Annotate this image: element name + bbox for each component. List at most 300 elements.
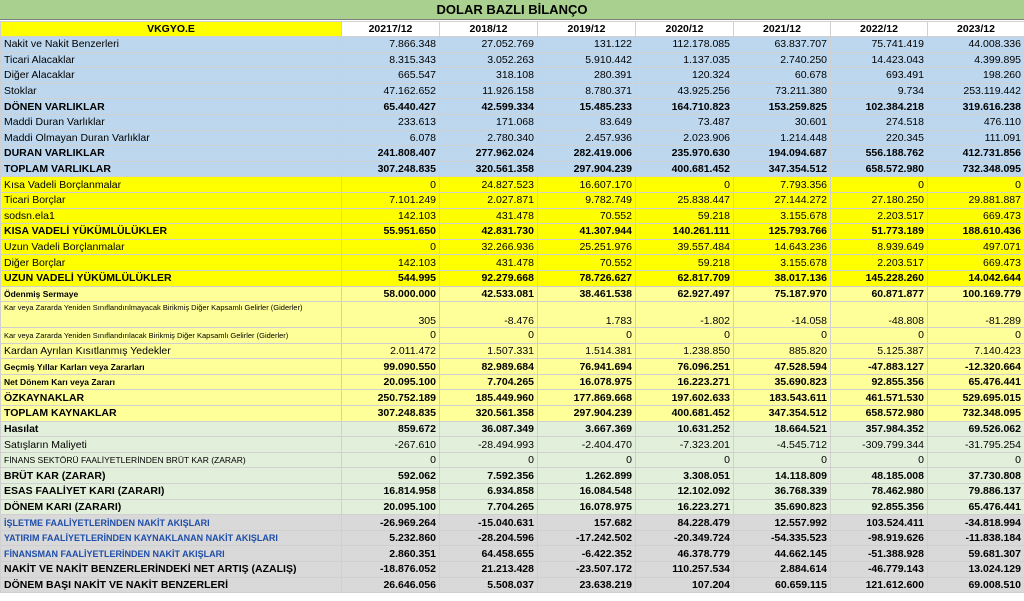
value-cell[interactable]: 274.518 <box>831 114 928 130</box>
value-cell[interactable]: 102.384.218 <box>831 99 928 115</box>
value-cell[interactable]: 65.440.427 <box>342 99 440 115</box>
value-cell[interactable]: 658.572.980 <box>831 406 928 422</box>
value-cell[interactable]: 35.690.823 <box>734 499 831 515</box>
value-cell[interactable]: 320.561.358 <box>440 161 538 177</box>
row-label[interactable]: NAKİT VE NAKİT BENZERLERİNDEKİ NET ARTIŞ (AZALIŞ) <box>1 562 342 578</box>
value-cell[interactable]: 76.941.694 <box>538 359 636 375</box>
row-label[interactable]: Net Dönem Karı veya Zararı <box>1 374 342 390</box>
value-cell[interactable]: -46.779.143 <box>831 562 928 578</box>
value-cell[interactable]: 2.860.351 <box>342 546 440 562</box>
value-cell[interactable]: -2.404.470 <box>538 437 636 453</box>
value-cell[interactable]: 35.690.823 <box>734 374 831 390</box>
value-cell[interactable]: -17.242.502 <box>538 530 636 546</box>
value-cell[interactable]: 27.144.272 <box>734 192 831 208</box>
value-cell[interactable]: 319.616.238 <box>928 99 1024 115</box>
value-cell[interactable]: 859.672 <box>342 421 440 437</box>
value-cell[interactable]: 25.838.447 <box>636 192 734 208</box>
value-cell[interactable]: 16.084.548 <box>538 484 636 500</box>
table-row <box>1 114 1024 130</box>
value-cell[interactable]: 65.476.441 <box>928 499 1024 515</box>
row-label[interactable]: FİNANSMAN FAALİYETLERİNDEN NAKİT AKIŞLARI <box>1 546 342 562</box>
value-cell[interactable]: 7.592.356 <box>440 468 538 484</box>
value-cell[interactable]: 51.773.189 <box>831 224 928 240</box>
value-cell[interactable]: 0 <box>734 452 831 468</box>
value-cell[interactable]: -28.204.596 <box>440 530 538 546</box>
value-cell[interactable]: 4.399.895 <box>928 52 1024 68</box>
row-label[interactable]: ESAS FAALİYET KARI (ZARARI) <box>1 484 342 500</box>
value-cell[interactable]: 5.508.037 <box>440 577 538 593</box>
value-cell[interactable]: -7.323.201 <box>636 437 734 453</box>
value-cell[interactable]: 2.203.517 <box>831 208 928 224</box>
value-cell[interactable]: 26.646.056 <box>342 577 440 593</box>
value-cell[interactable]: 69.008.510 <box>928 577 1024 593</box>
row-label[interactable]: KISA VADELİ YÜKÜMLÜLÜKLER <box>1 224 342 240</box>
value-cell[interactable]: 20.095.100 <box>342 499 440 515</box>
value-cell[interactable]: -98.919.626 <box>831 530 928 546</box>
value-cell[interactable]: 38.461.538 <box>538 286 636 302</box>
value-cell[interactable]: 9.782.749 <box>538 192 636 208</box>
value-cell[interactable]: 47.528.594 <box>734 359 831 375</box>
value-cell[interactable]: 78.726.627 <box>538 270 636 286</box>
value-cell[interactable]: 145.228.260 <box>831 270 928 286</box>
value-cell[interactable]: 120.324 <box>636 68 734 84</box>
value-cell[interactable]: 885.820 <box>734 343 831 359</box>
value-cell[interactable]: -47.883.127 <box>831 359 928 375</box>
value-cell[interactable]: 3.308.051 <box>636 468 734 484</box>
header-row <box>1 22 1024 37</box>
value-cell[interactable]: 38.017.136 <box>734 270 831 286</box>
value-cell[interactable]: -18.876.052 <box>342 562 440 578</box>
value-cell[interactable]: -51.388.928 <box>831 546 928 562</box>
value-cell[interactable]: -81.289 <box>928 302 1024 328</box>
value-cell[interactable]: 0 <box>831 328 928 344</box>
value-cell[interactable]: 183.543.611 <box>734 390 831 406</box>
value-cell[interactable]: 592.062 <box>342 468 440 484</box>
value-cell[interactable]: 2.780.340 <box>440 130 538 146</box>
value-cell[interactable]: 8.939.649 <box>831 239 928 255</box>
value-cell[interactable]: -11.838.184 <box>928 530 1024 546</box>
value-cell[interactable]: 282.419.006 <box>538 146 636 162</box>
value-cell[interactable]: 59.681.307 <box>928 546 1024 562</box>
table-row <box>1 224 1024 240</box>
value-cell[interactable]: 476.110 <box>928 114 1024 130</box>
value-cell[interactable]: 164.710.823 <box>636 99 734 115</box>
value-cell[interactable]: -31.795.254 <box>928 437 1024 453</box>
value-cell[interactable]: 1.137.035 <box>636 52 734 68</box>
value-cell[interactable]: 30.601 <box>734 114 831 130</box>
value-cell[interactable]: 99.090.550 <box>342 359 440 375</box>
row-label[interactable]: Diğer Alacaklar <box>1 68 342 84</box>
value-cell[interactable]: 23.638.219 <box>538 577 636 593</box>
value-cell[interactable]: 732.348.095 <box>928 161 1024 177</box>
value-cell[interactable]: -28.494.993 <box>440 437 538 453</box>
value-cell[interactable]: 0 <box>440 452 538 468</box>
value-cell[interactable]: 1.514.381 <box>538 343 636 359</box>
value-cell[interactable]: 431.478 <box>440 255 538 271</box>
value-cell[interactable]: 5.125.387 <box>831 343 928 359</box>
value-cell[interactable]: 16.814.958 <box>342 484 440 500</box>
value-cell[interactable]: 188.610.436 <box>928 224 1024 240</box>
value-cell[interactable]: -4.545.712 <box>734 437 831 453</box>
value-cell[interactable]: 431.478 <box>440 208 538 224</box>
row-label[interactable]: DÖNEM BAŞI NAKİT VE NAKİT BENZERLERİ <box>1 577 342 593</box>
value-cell[interactable]: 13.024.129 <box>928 562 1024 578</box>
row-label[interactable]: Kardan Ayrılan Kısıtlanmış Yedekler <box>1 343 342 359</box>
value-cell[interactable]: 12.102.092 <box>636 484 734 500</box>
value-cell[interactable]: 121.612.600 <box>831 577 928 593</box>
value-cell[interactable]: 1.507.331 <box>440 343 538 359</box>
value-cell[interactable]: 347.354.512 <box>734 161 831 177</box>
value-cell[interactable]: 78.462.980 <box>831 484 928 500</box>
table-row <box>1 255 1024 271</box>
value-cell[interactable]: 297.904.239 <box>538 406 636 422</box>
value-cell[interactable]: 37.730.808 <box>928 468 1024 484</box>
value-cell[interactable]: 8.315.343 <box>342 52 440 68</box>
value-cell[interactable]: 2.203.517 <box>831 255 928 271</box>
value-cell[interactable]: 75.187.970 <box>734 286 831 302</box>
value-cell[interactable]: 0 <box>831 177 928 193</box>
value-cell[interactable]: 12.557.992 <box>734 515 831 531</box>
value-cell[interactable]: 11.926.158 <box>440 83 538 99</box>
table-row <box>1 390 1024 406</box>
value-cell[interactable]: 3.052.263 <box>440 52 538 68</box>
value-cell[interactable]: 0 <box>538 452 636 468</box>
value-cell[interactable]: -8.476 <box>440 302 538 328</box>
value-cell[interactable]: 157.682 <box>538 515 636 531</box>
value-cell[interactable]: 142.103 <box>342 208 440 224</box>
value-cell[interactable]: 36.087.349 <box>440 421 538 437</box>
row-label[interactable]: Hasılat <box>1 421 342 437</box>
value-cell[interactable]: 5.232.860 <box>342 530 440 546</box>
ticker-cell[interactable]: VKGYO.E <box>1 22 342 37</box>
value-cell[interactable]: 307.248.835 <box>342 161 440 177</box>
value-cell[interactable]: 320.561.358 <box>440 406 538 422</box>
value-cell[interactable]: 59.218 <box>636 255 734 271</box>
value-cell[interactable]: 92.279.668 <box>440 270 538 286</box>
value-cell[interactable]: 24.827.523 <box>440 177 538 193</box>
value-cell[interactable]: 16.223.271 <box>636 374 734 390</box>
row-label[interactable]: Nakit ve Nakit Benzerleri <box>1 37 342 53</box>
value-cell[interactable]: 1.262.899 <box>538 468 636 484</box>
value-cell[interactable]: 63.837.707 <box>734 37 831 53</box>
value-cell[interactable]: -54.335.523 <box>734 530 831 546</box>
value-cell[interactable]: 70.552 <box>538 208 636 224</box>
row-label[interactable]: Ticari Alacaklar <box>1 52 342 68</box>
value-cell[interactable]: 0 <box>928 177 1024 193</box>
value-cell[interactable]: 0 <box>636 328 734 344</box>
value-cell[interactable]: 111.091 <box>928 130 1024 146</box>
value-cell[interactable]: 73.487 <box>636 114 734 130</box>
value-cell[interactable]: -1.802 <box>636 302 734 328</box>
value-cell[interactable]: 46.378.779 <box>636 546 734 562</box>
value-cell[interactable]: 194.094.687 <box>734 146 831 162</box>
value-cell[interactable]: 3.155.678 <box>734 208 831 224</box>
value-cell[interactable]: 277.962.024 <box>440 146 538 162</box>
value-cell[interactable]: 44.008.336 <box>928 37 1024 53</box>
value-cell[interactable]: 5.910.442 <box>538 52 636 68</box>
value-cell[interactable]: 103.524.411 <box>831 515 928 531</box>
value-cell[interactable]: 665.547 <box>342 68 440 84</box>
value-cell[interactable]: -267.610 <box>342 437 440 453</box>
value-cell[interactable]: 42.831.730 <box>440 224 538 240</box>
row-label[interactable]: Geçmiş Yıllar Karları veya Zararları <box>1 359 342 375</box>
row-label[interactable]: Kar veya Zararda Yeniden Sınıflandırılacak Birikmiş Diğer Kapsamlı Gelirler (Giderler) <box>1 328 342 344</box>
value-cell[interactable]: 47.162.652 <box>342 83 440 99</box>
value-cell[interactable]: 198.260 <box>928 68 1024 84</box>
value-cell[interactable]: 16.607.170 <box>538 177 636 193</box>
table-row <box>1 130 1024 146</box>
value-cell[interactable]: 14.423.043 <box>831 52 928 68</box>
value-cell[interactable]: 693.491 <box>831 68 928 84</box>
value-cell[interactable]: 62.927.497 <box>636 286 734 302</box>
value-cell[interactable]: 39.557.484 <box>636 239 734 255</box>
value-cell[interactable]: 307.248.835 <box>342 406 440 422</box>
value-cell[interactable]: 461.571.530 <box>831 390 928 406</box>
value-cell[interactable]: 544.995 <box>342 270 440 286</box>
row-label[interactable]: Kar veya Zararda Yeniden Sınıflandırılmayacak Birikmiş Diğer Kapsamlı Gelirler (Giderler) <box>1 302 342 328</box>
row-label[interactable]: Ödenmiş Sermaye <box>1 286 342 302</box>
table-row <box>1 452 1024 468</box>
value-cell[interactable]: 297.904.239 <box>538 161 636 177</box>
value-cell[interactable]: 7.866.348 <box>342 37 440 53</box>
value-cell[interactable]: 2.011.472 <box>342 343 440 359</box>
value-cell[interactable]: 79.886.137 <box>928 484 1024 500</box>
value-cell[interactable]: 7.140.423 <box>928 343 1024 359</box>
value-cell[interactable]: 658.572.980 <box>831 161 928 177</box>
row-label[interactable]: DURAN VARLIKLAR <box>1 146 342 162</box>
value-cell[interactable]: 75.741.419 <box>831 37 928 53</box>
value-cell[interactable]: 497.071 <box>928 239 1024 255</box>
value-cell[interactable]: 0 <box>440 328 538 344</box>
value-cell[interactable]: 177.869.668 <box>538 390 636 406</box>
value-cell[interactable]: 16.078.975 <box>538 499 636 515</box>
value-cell[interactable]: 60.871.877 <box>831 286 928 302</box>
year-header[interactable]: 2020/12 <box>636 22 734 37</box>
value-cell[interactable]: 41.307.944 <box>538 224 636 240</box>
value-cell[interactable]: 7.704.265 <box>440 499 538 515</box>
value-cell[interactable]: 64.458.655 <box>440 546 538 562</box>
value-cell[interactable]: 0 <box>636 177 734 193</box>
value-cell[interactable]: 84.228.479 <box>636 515 734 531</box>
value-cell[interactable]: 92.855.356 <box>831 374 928 390</box>
table-row <box>1 468 1024 484</box>
value-cell[interactable]: 100.169.779 <box>928 286 1024 302</box>
value-cell[interactable]: 347.354.512 <box>734 406 831 422</box>
value-cell[interactable]: 16.223.271 <box>636 499 734 515</box>
value-cell[interactable]: 0 <box>342 452 440 468</box>
value-cell[interactable]: -23.507.172 <box>538 562 636 578</box>
value-cell[interactable]: 29.881.887 <box>928 192 1024 208</box>
value-cell[interactable]: 8.780.371 <box>538 83 636 99</box>
row-label[interactable]: YATIRIM FAALİYETLERİNDEN KAYNAKLANAN NAKİT AKIŞLARI <box>1 530 342 546</box>
value-cell[interactable]: 60.678 <box>734 68 831 84</box>
value-cell[interactable]: 669.473 <box>928 255 1024 271</box>
value-cell[interactable]: 16.078.975 <box>538 374 636 390</box>
value-cell[interactable]: 3.667.369 <box>538 421 636 437</box>
value-cell[interactable]: 15.485.233 <box>538 99 636 115</box>
value-cell[interactable]: 185.449.960 <box>440 390 538 406</box>
value-cell[interactable]: 1.238.850 <box>636 343 734 359</box>
value-cell[interactable]: 2.023.906 <box>636 130 734 146</box>
row-label[interactable]: DÖNEN VARLIKLAR <box>1 99 342 115</box>
value-cell[interactable]: 142.103 <box>342 255 440 271</box>
value-cell[interactable]: 43.925.256 <box>636 83 734 99</box>
value-cell[interactable]: 32.266.936 <box>440 239 538 255</box>
value-cell[interactable]: 58.000.000 <box>342 286 440 302</box>
value-cell[interactable]: 2.884.614 <box>734 562 831 578</box>
value-cell[interactable]: 36.768.339 <box>734 484 831 500</box>
value-cell[interactable]: 153.259.825 <box>734 99 831 115</box>
value-cell[interactable]: -309.799.344 <box>831 437 928 453</box>
year-header[interactable]: 20217/12 <box>342 22 440 37</box>
value-cell[interactable]: 0 <box>342 239 440 255</box>
row-label[interactable]: Ticari Borçlar <box>1 192 342 208</box>
value-cell[interactable]: 27.180.250 <box>831 192 928 208</box>
row-label[interactable]: Kısa Vadeli Borçlanmalar <box>1 177 342 193</box>
value-cell[interactable]: 44.662.145 <box>734 546 831 562</box>
value-cell[interactable]: 107.204 <box>636 577 734 593</box>
row-label[interactable]: Uzun Vadeli Borçlanmalar <box>1 239 342 255</box>
row-label[interactable]: FİNANS SEKTÖRÜ FAALİYETLERİNDEN BRÜT KAR (ZARAR) <box>1 452 342 468</box>
value-cell[interactable]: -34.818.994 <box>928 515 1024 531</box>
value-cell[interactable]: 7.704.265 <box>440 374 538 390</box>
value-cell[interactable]: 0 <box>636 452 734 468</box>
value-cell[interactable]: 2.027.871 <box>440 192 538 208</box>
value-cell[interactable]: 7.101.249 <box>342 192 440 208</box>
value-cell[interactable]: 318.108 <box>440 68 538 84</box>
value-cell[interactable]: 669.473 <box>928 208 1024 224</box>
value-cell[interactable]: 732.348.095 <box>928 406 1024 422</box>
value-cell[interactable]: 55.951.650 <box>342 224 440 240</box>
value-cell[interactable]: 69.526.062 <box>928 421 1024 437</box>
value-cell[interactable]: 280.391 <box>538 68 636 84</box>
value-cell[interactable]: 3.155.678 <box>734 255 831 271</box>
value-cell[interactable]: 2.740.250 <box>734 52 831 68</box>
value-cell[interactable]: 253.119.442 <box>928 83 1024 99</box>
value-cell[interactable]: 0 <box>734 328 831 344</box>
value-cell[interactable]: 0 <box>831 452 928 468</box>
value-cell[interactable]: 10.631.252 <box>636 421 734 437</box>
value-cell[interactable]: 140.261.111 <box>636 224 734 240</box>
value-cell[interactable]: 220.345 <box>831 130 928 146</box>
value-cell[interactable]: 6.078 <box>342 130 440 146</box>
row-label[interactable]: TOPLAM KAYNAKLAR <box>1 406 342 422</box>
value-cell[interactable]: 65.476.441 <box>928 374 1024 390</box>
value-cell[interactable]: 14.042.644 <box>928 270 1024 286</box>
value-cell[interactable]: 1.214.448 <box>734 130 831 146</box>
row-label[interactable]: ÖZKAYNAKLAR <box>1 390 342 406</box>
value-cell[interactable]: 171.068 <box>440 114 538 130</box>
value-cell[interactable]: 131.122 <box>538 37 636 53</box>
value-cell[interactable]: 412.731.856 <box>928 146 1024 162</box>
value-cell[interactable]: 0 <box>928 452 1024 468</box>
row-label[interactable]: Maddi Olmayan Duran Varlıklar <box>1 130 342 146</box>
value-cell[interactable]: 6.934.858 <box>440 484 538 500</box>
value-cell[interactable]: 7.793.356 <box>734 177 831 193</box>
value-cell[interactable]: 60.659.115 <box>734 577 831 593</box>
value-cell[interactable]: 529.695.015 <box>928 390 1024 406</box>
value-cell[interactable]: -26.969.264 <box>342 515 440 531</box>
row-label[interactable]: TOPLAM VARLIKLAR <box>1 161 342 177</box>
value-cell[interactable]: 9.734 <box>831 83 928 99</box>
value-cell[interactable]: 1.783 <box>538 302 636 328</box>
value-cell[interactable]: -6.422.352 <box>538 546 636 562</box>
value-cell[interactable]: 70.552 <box>538 255 636 271</box>
value-cell[interactable]: 2.457.936 <box>538 130 636 146</box>
value-cell[interactable]: 83.649 <box>538 114 636 130</box>
row-label[interactable]: Diğer Borçlar <box>1 255 342 271</box>
value-cell[interactable]: 125.793.766 <box>734 224 831 240</box>
row-label[interactable]: Stoklar <box>1 83 342 99</box>
value-cell[interactable]: 14.643.236 <box>734 239 831 255</box>
value-cell[interactable]: 73.211.380 <box>734 83 831 99</box>
value-cell[interactable]: 112.178.085 <box>636 37 734 53</box>
value-cell[interactable]: 0 <box>342 328 440 344</box>
value-cell[interactable]: 357.984.352 <box>831 421 928 437</box>
value-cell[interactable]: 42.599.334 <box>440 99 538 115</box>
value-cell[interactable]: 20.095.100 <box>342 374 440 390</box>
row-label[interactable]: sodsn.ela1 <box>1 208 342 224</box>
value-cell[interactable]: 25.251.976 <box>538 239 636 255</box>
value-cell[interactable]: 197.602.633 <box>636 390 734 406</box>
value-cell[interactable]: 235.970.630 <box>636 146 734 162</box>
value-cell[interactable]: 92.855.356 <box>831 499 928 515</box>
row-label[interactable]: DÖNEM KARI (ZARARI) <box>1 499 342 515</box>
value-cell[interactable]: 27.052.769 <box>440 37 538 53</box>
table-row <box>1 83 1024 99</box>
value-cell[interactable]: 110.257.534 <box>636 562 734 578</box>
table-row <box>1 359 1024 375</box>
table-row <box>1 208 1024 224</box>
row-label[interactable]: İŞLETME FAALİYETLERİNDEN NAKİT AKIŞLARI <box>1 515 342 531</box>
row-label[interactable]: Maddi Duran Varlıklar <box>1 114 342 130</box>
value-cell[interactable]: 59.218 <box>636 208 734 224</box>
value-cell[interactable]: -48.808 <box>831 302 928 328</box>
row-label[interactable]: Satışların Maliyeti <box>1 437 342 453</box>
value-cell[interactable]: -20.349.724 <box>636 530 734 546</box>
value-cell[interactable]: 400.681.452 <box>636 161 734 177</box>
table-row <box>1 52 1024 68</box>
year-header[interactable]: 2018/12 <box>440 22 538 37</box>
value-cell[interactable]: 0 <box>928 328 1024 344</box>
value-cell[interactable]: 400.681.452 <box>636 406 734 422</box>
year-header[interactable]: 2022/12 <box>831 22 928 37</box>
value-cell[interactable]: 48.185.008 <box>831 468 928 484</box>
value-cell[interactable]: 18.664.521 <box>734 421 831 437</box>
row-label[interactable]: BRÜT KAR (ZARAR) <box>1 468 342 484</box>
value-cell[interactable]: 233.613 <box>342 114 440 130</box>
value-cell[interactable]: 21.213.428 <box>440 562 538 578</box>
year-header[interactable]: 2019/12 <box>538 22 636 37</box>
value-cell[interactable]: -12.320.664 <box>928 359 1024 375</box>
value-cell[interactable]: 0 <box>538 328 636 344</box>
value-cell[interactable]: 14.118.809 <box>734 468 831 484</box>
year-header[interactable]: 2023/12 <box>928 22 1024 37</box>
value-cell[interactable]: 0 <box>342 177 440 193</box>
row-label[interactable]: UZUN VADELİ YÜKÜMLÜLÜKLER <box>1 270 342 286</box>
value-cell[interactable]: -15.040.631 <box>440 515 538 531</box>
value-cell[interactable]: 556.188.762 <box>831 146 928 162</box>
value-cell[interactable]: 305 <box>342 302 440 328</box>
value-cell[interactable]: 76.096.251 <box>636 359 734 375</box>
value-cell[interactable]: 42.533.081 <box>440 286 538 302</box>
year-header[interactable]: 2021/12 <box>734 22 831 37</box>
value-cell[interactable]: -14.058 <box>734 302 831 328</box>
value-cell[interactable]: 82.989.684 <box>440 359 538 375</box>
value-cell[interactable]: 250.752.189 <box>342 390 440 406</box>
value-cell[interactable]: 241.808.407 <box>342 146 440 162</box>
value-cell[interactable]: 62.817.709 <box>636 270 734 286</box>
